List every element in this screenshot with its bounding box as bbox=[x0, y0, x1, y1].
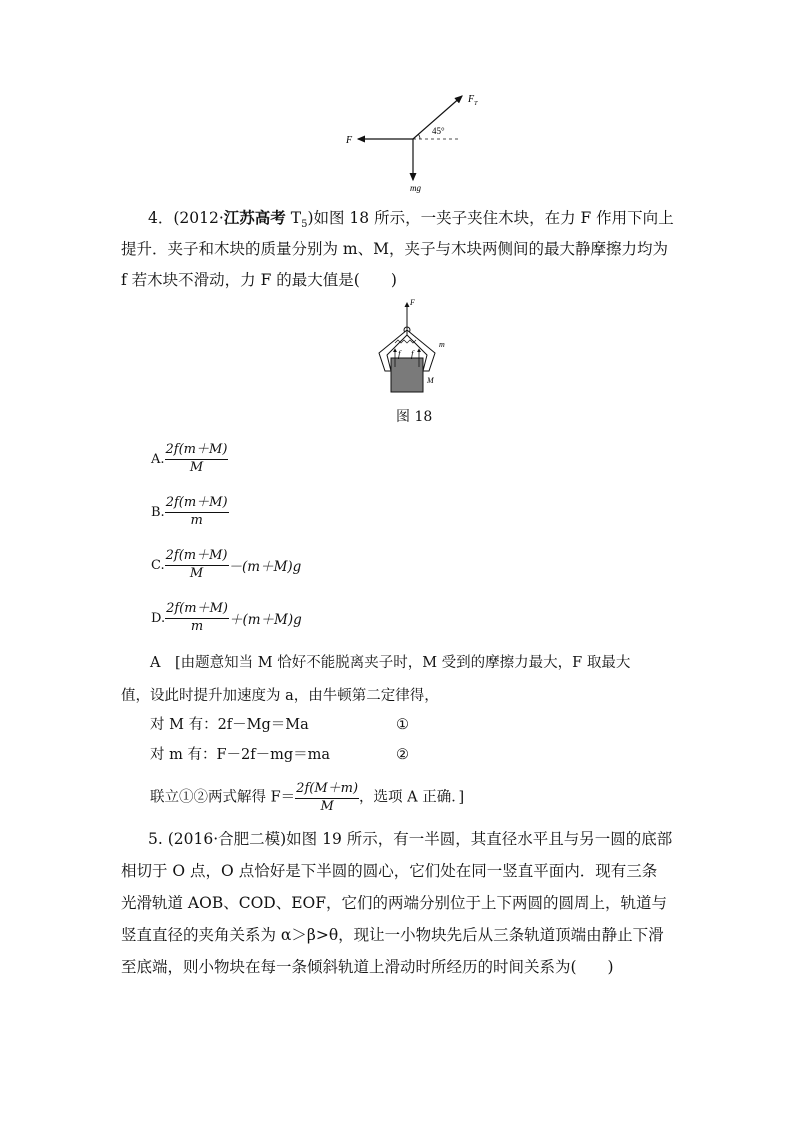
equation-1: 对 M 有：2f－Mg＝Ma bbox=[150, 717, 309, 733]
answer-line-1: A [由题意知当 M 恰好不能脱离夹子时，M 受到的摩擦力最大，F 取最大 bbox=[150, 655, 631, 671]
block-M-label: M bbox=[427, 376, 434, 385]
option-fraction bbox=[165, 602, 229, 635]
result-prefix: 联立①②两式解得 F＝ bbox=[150, 789, 296, 806]
option-label: C. bbox=[151, 557, 165, 573]
answer-result bbox=[150, 782, 464, 815]
friction-left-label: f bbox=[398, 349, 401, 359]
fraction-denominator: M bbox=[320, 798, 334, 814]
option-fraction bbox=[165, 549, 229, 582]
figure-18-caption: 图 18 bbox=[396, 409, 433, 425]
clamp-diagram bbox=[365, 295, 455, 395]
angle-arc bbox=[418, 134, 420, 139]
fraction-numerator: 2f(m＋M) bbox=[165, 602, 229, 619]
q4-line-2: 提升．夹子和木块的质量分别为 m、M，夹子与木块两侧间的最大静摩擦力均为 bbox=[121, 240, 668, 258]
force-diagram bbox=[340, 88, 500, 198]
force-FT-label: $F_T$ bbox=[468, 94, 478, 107]
equation-2: 对 m 有：F－2f－mg＝ma bbox=[150, 747, 331, 763]
option-tail: －(m＋M)g bbox=[228, 559, 302, 576]
clamp-m-label: m bbox=[439, 340, 445, 349]
option-fraction bbox=[165, 496, 229, 529]
result-fraction bbox=[295, 782, 359, 815]
q5-line-4: 竖直直径的夹角关系为 α＞β>θ，现让一小物块先后从三条轨道顶端由静止下滑 bbox=[121, 926, 664, 944]
fraction-numerator: 2f(m＋M) bbox=[165, 443, 229, 460]
option-label: D. bbox=[151, 610, 166, 626]
q4-T: T bbox=[285, 209, 302, 227]
fraction-numerator: 2f(m＋M) bbox=[165, 496, 229, 513]
fraction-denominator: M bbox=[189, 459, 204, 475]
option-b[interactable] bbox=[151, 496, 229, 529]
q4-line-1 bbox=[148, 210, 674, 230]
q4-line-3: f 若木块不滑动，力 F 的最大值是( ) bbox=[121, 271, 397, 289]
option-tail: ＋(m＋M)g bbox=[228, 612, 302, 629]
friction-right-label: f bbox=[411, 349, 414, 359]
q5-line-3: 光滑轨道 AOB、COD、EOF，它们的两端分别位于上下两圆的圆周上，轨道与 bbox=[121, 894, 667, 912]
q4-line-1-rest: )如图 18 所示，一夹子夹住木块，在力 F 作用下向上 bbox=[307, 209, 674, 227]
fraction-denominator: m bbox=[190, 618, 204, 634]
option-label: A. bbox=[151, 451, 165, 467]
wooden-block bbox=[391, 358, 423, 392]
option-a[interactable] bbox=[151, 443, 228, 476]
force-F-label: F bbox=[346, 135, 353, 146]
q5-line-2: 相切于 O 点，O 点恰好是下半圆的圆心，它们处在同一竖直平面内．现有三条 bbox=[121, 862, 658, 880]
fraction-denominator: m bbox=[190, 512, 203, 528]
q4-number: 4．(2012· bbox=[148, 209, 224, 227]
q5-line-1: 5. (2016·合肥二模)如图 19 所示，有一半圆，其直径水平且与另一圆的底部 bbox=[148, 830, 673, 848]
fraction-numerator: 2f(M＋m) bbox=[295, 782, 359, 799]
option-fraction bbox=[165, 443, 229, 476]
option-c[interactable] bbox=[151, 549, 301, 582]
answer-line-2: 值，设此时提升加速度为 a，由牛顿第二定律得， bbox=[121, 688, 439, 704]
fraction-numerator: 2f(m＋M) bbox=[165, 549, 229, 566]
force-mg-label: mg bbox=[410, 183, 421, 193]
clamp-F-label: F bbox=[410, 298, 415, 307]
q4-source: 江苏高考 bbox=[223, 208, 286, 227]
q5-line-5: 至底端，则小物块在每一条倾斜轨道上滑动时所经历的时间关系为( ) bbox=[121, 958, 614, 976]
equation-1-mark: ① bbox=[396, 717, 409, 733]
angle-label: 45° bbox=[432, 126, 445, 136]
option-label: B. bbox=[151, 504, 165, 520]
equation-2-mark: ② bbox=[396, 747, 409, 763]
option-d[interactable] bbox=[151, 602, 302, 635]
result-suffix: ，选项 A 正确．] bbox=[359, 789, 465, 806]
fraction-denominator: M bbox=[189, 565, 204, 581]
q4-T-sub: 5 bbox=[301, 219, 308, 231]
